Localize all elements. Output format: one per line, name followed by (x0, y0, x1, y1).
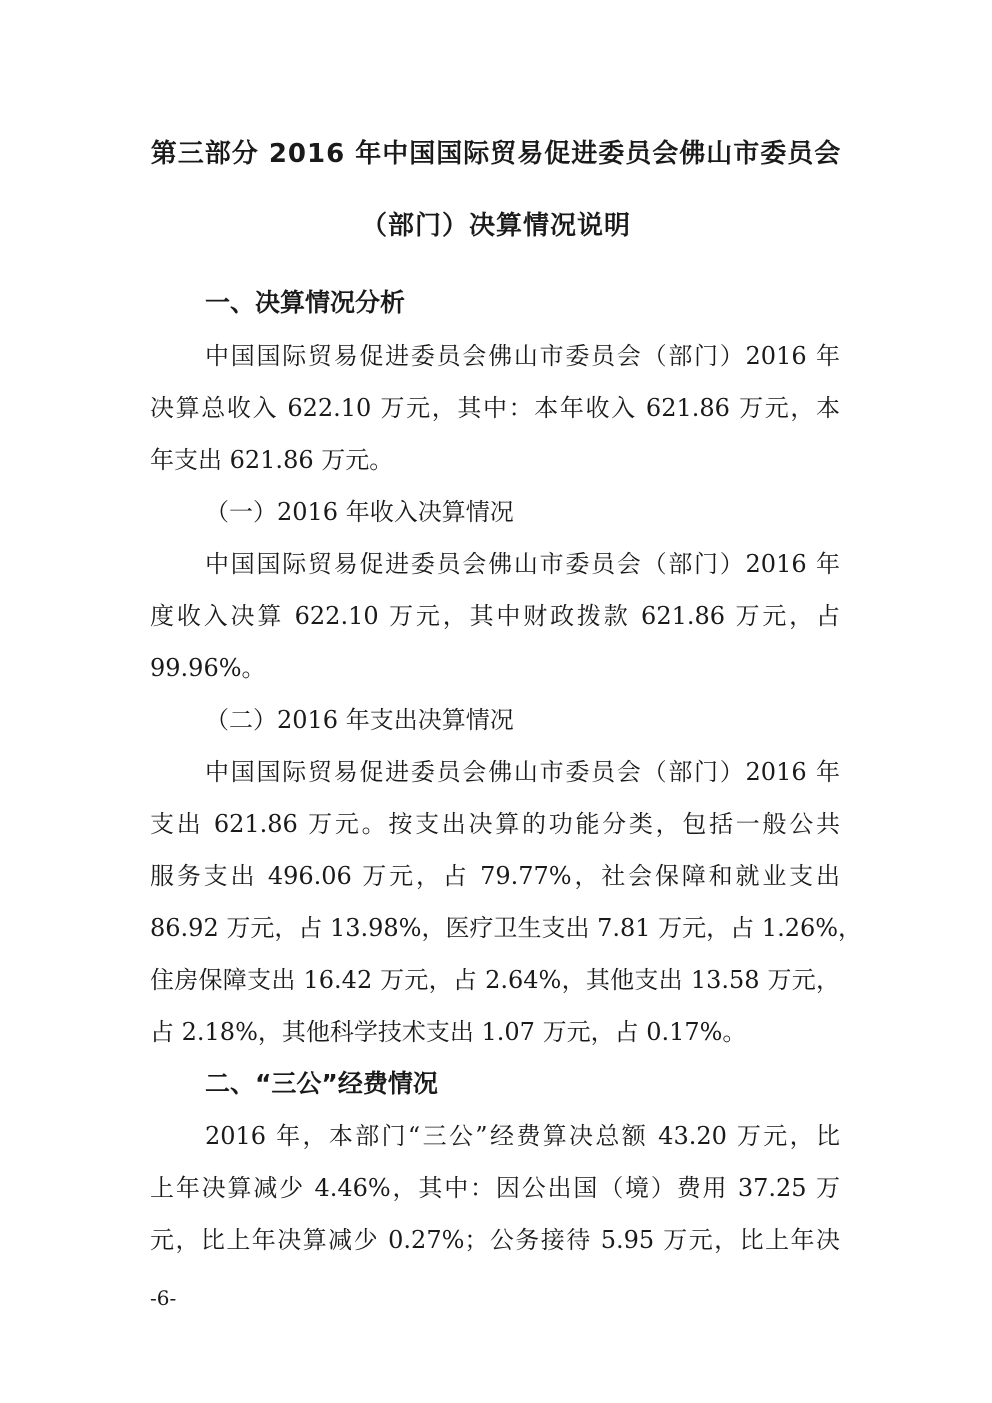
subsection-income-heading: （一）2016 年收入决算情况 (205, 498, 514, 526)
paragraph-line: 占 2.18%，其他科学技术支出 1.07 万元，占 0.17%。 (150, 1018, 747, 1046)
paragraph-line: 86.92 万元，占 13.98%，医疗卫生支出 7.81 万元，占 1.26%， (150, 914, 863, 942)
paragraph-line: 2016 年，本部门“三公”经费算决总额 43.20 万元，比 (205, 1122, 840, 1150)
paragraph-line: 决算总收入 622.10 万元，其中：本年收入 621.86 万元，本 (150, 394, 840, 422)
paragraph-line: 元，比上年决算减少 0.27%；公务接待 5.95 万元，比上年决 (150, 1226, 840, 1254)
paragraph-line: 度收入决算 622.10 万元，其中财政拨款 621.86 万元，占 (150, 602, 840, 630)
paragraph-line: 99.96%。 (150, 654, 266, 682)
document-title-line-2: （部门）决算情况说明 (360, 211, 631, 241)
paragraph-line: 年支出 621.86 万元。 (150, 446, 394, 474)
section-1-heading: 一、决算情况分析 (205, 288, 406, 317)
page-number: -6- (150, 1286, 177, 1310)
paragraph-line: 上年决算减少 4.46%，其中：因公出国（境）费用 37.25 万 (150, 1174, 840, 1202)
document-title-line-1: 第三部分 2016 年中国国际贸易促进委员会佛山市委员会 (150, 139, 842, 169)
paragraph-line: 中国国际贸易促进委员会佛山市委员会（部门）2016 年 (205, 550, 840, 578)
section-2-heading: 二、“三公”经费情况 (205, 1069, 438, 1098)
subsection-expenditure-heading: （二）2016 年支出决算情况 (205, 706, 514, 734)
paragraph-line: 服务支出 496.06 万元，占 79.77%，社会保障和就业支出 (150, 862, 840, 890)
paragraph-line: 中国国际贸易促进委员会佛山市委员会（部门）2016 年 (205, 342, 840, 370)
paragraph-line: 中国国际贸易促进委员会佛山市委员会（部门）2016 年 (205, 758, 840, 786)
paragraph-line: 支出 621.86 万元。按支出决算的功能分类，包括一般公共 (150, 810, 840, 838)
paragraph-line: 住房保障支出 16.42 万元，占 2.64%，其他支出 13.58 万元， (150, 966, 840, 994)
